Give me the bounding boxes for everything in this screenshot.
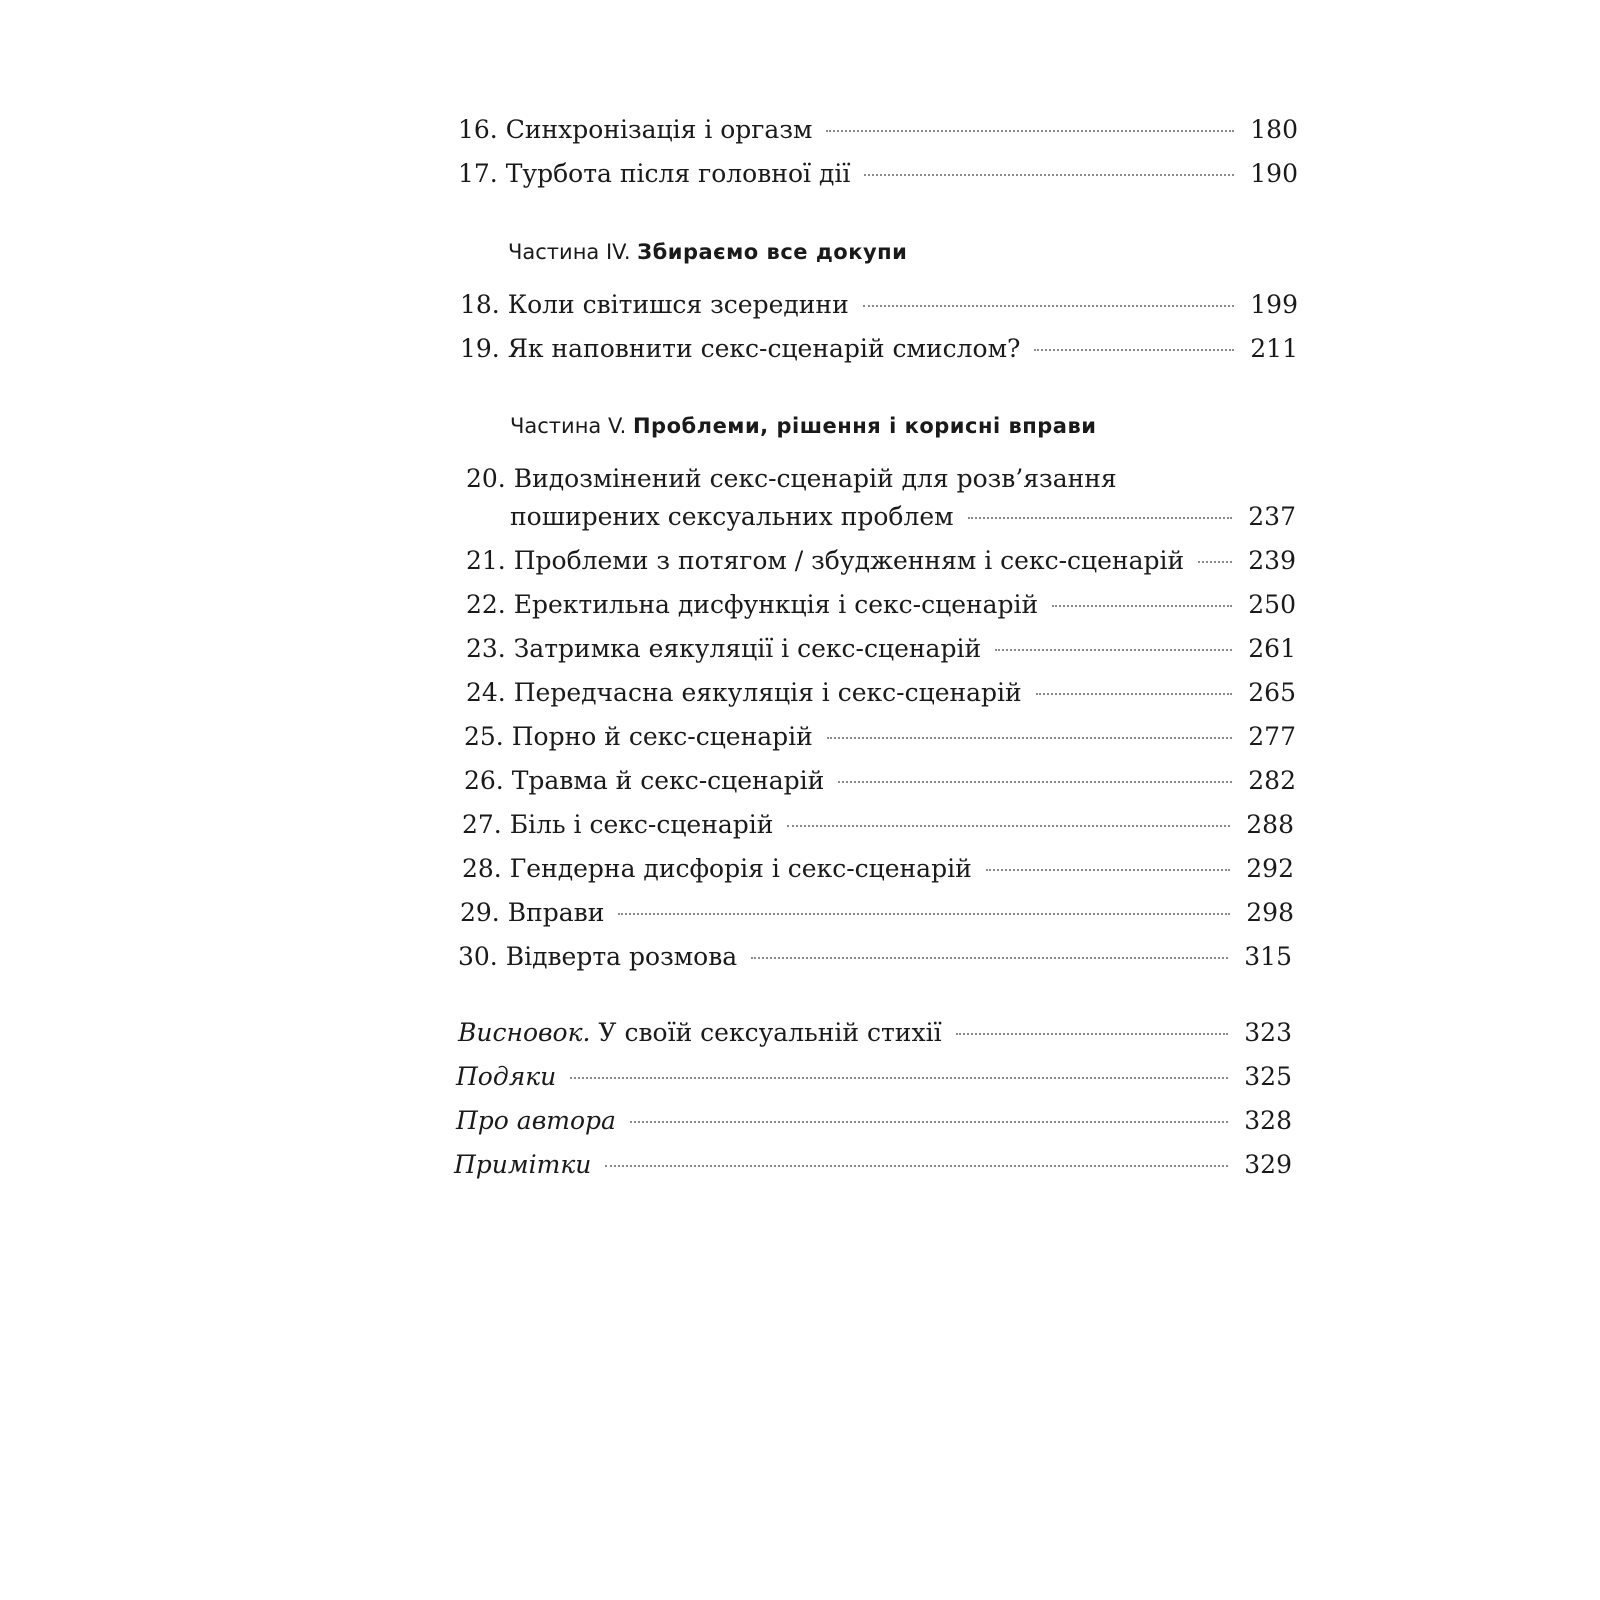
entry-page: 323 [1244, 1018, 1292, 1047]
toc-entry [460, 336, 1298, 361]
entry-number: 20. [466, 464, 506, 493]
entry-number: 25. [464, 722, 504, 751]
part-label: Частина V. [510, 414, 633, 438]
toc-entry [460, 292, 1298, 317]
dot-leader [956, 1032, 1228, 1035]
entry-number: 17. [458, 159, 498, 188]
toc-entry [462, 856, 1294, 881]
entry-page: 190 [1250, 159, 1298, 188]
dot-leader [630, 1120, 1228, 1123]
toc-entry [510, 504, 1296, 529]
entry-page: 325 [1244, 1062, 1292, 1091]
entry-page: 282 [1248, 766, 1296, 795]
dot-leader [1198, 560, 1232, 563]
entry-number: 29. [460, 898, 500, 927]
toc-entry [466, 680, 1296, 705]
toc-entry [466, 592, 1296, 617]
dot-leader [605, 1164, 1228, 1167]
part-heading [508, 242, 907, 263]
entry-title: Порно й секс-сценарій [511, 722, 813, 751]
entry-title: Подяки [456, 1062, 557, 1091]
conclusion-title: У своїй сексуальній стихії [590, 1018, 942, 1047]
entry-title: Про автора [456, 1106, 616, 1135]
dot-leader [986, 868, 1230, 871]
entry-page: 298 [1246, 898, 1294, 927]
entry-number: 30. [458, 942, 498, 971]
entry-page: 315 [1244, 942, 1292, 971]
entry-page: 261 [1248, 634, 1296, 663]
dot-leader [570, 1076, 1228, 1079]
entry-title-line2: поширених сексуальних проблем [510, 502, 954, 531]
dot-leader [1034, 348, 1234, 351]
entry-title: Біль і секс-сценарій [509, 810, 774, 839]
dot-leader [968, 516, 1232, 519]
toc-entry [456, 1064, 1292, 1089]
entry-number: 21. [466, 546, 506, 575]
part-title: Збираємо все докупи [637, 240, 908, 264]
entry-title: Синхронізація і оргазм [505, 115, 813, 144]
part-heading [510, 416, 1096, 437]
part-title: Проблеми, рішення і корисні вправи [632, 414, 1097, 438]
entry-number: 26. [464, 766, 504, 795]
entry-title: Еректильна дисфункція і секс-сценарій [513, 590, 1039, 619]
toc-entry [458, 161, 1298, 186]
entry-number: 19. [460, 334, 500, 363]
dot-leader [751, 956, 1228, 959]
entry-page: 237 [1248, 502, 1296, 531]
dot-leader [1052, 604, 1232, 607]
entry-page: 211 [1250, 334, 1298, 363]
entry-number: 23. [466, 634, 506, 663]
entry-title: Примітки [454, 1150, 592, 1179]
entry-title: Як наповнити секс-сценарій смислом? [507, 334, 1021, 363]
entry-title-line1: Видозмінений секс-сценарій для розв’язання [513, 464, 1117, 493]
entry-page: 277 [1248, 722, 1296, 751]
entry-number: 27. [462, 810, 502, 839]
dot-leader [838, 780, 1232, 783]
toc-entry [458, 1020, 1292, 1045]
dot-leader [618, 912, 1230, 915]
entry-page: 250 [1248, 590, 1296, 619]
dot-leader [995, 648, 1232, 651]
toc-entry [464, 768, 1296, 793]
entry-title: Передчасна еякуляція і секс-сценарій [513, 678, 1022, 707]
entry-title: Затримка еякуляції і секс-сценарій [513, 634, 982, 663]
entry-number: 22. [466, 590, 506, 619]
dot-leader [827, 736, 1232, 739]
part-label: Частина IV. [508, 240, 638, 264]
entry-title: Травма й секс-сценарій [511, 766, 825, 795]
entry-title: Вправи [507, 898, 605, 927]
entry-number: 28. [462, 854, 502, 883]
entry-title: Проблеми з потягом / збудженням і секс-сценарій [513, 546, 1185, 575]
toc-entry [466, 548, 1296, 573]
entry-page: 329 [1244, 1150, 1292, 1179]
conclusion-label: Висновок. [458, 1018, 591, 1047]
entry-title [458, 1020, 942, 1045]
entry-page: 292 [1246, 854, 1294, 883]
toc-entry [466, 636, 1296, 661]
toc-entry [460, 900, 1294, 925]
dot-leader [1036, 692, 1232, 695]
toc-entry-line1 [466, 466, 1117, 491]
entry-page: 328 [1244, 1106, 1292, 1135]
toc-entry [456, 1108, 1292, 1133]
entry-page: 199 [1250, 290, 1298, 319]
entry-title: Гендерна дисфорія і секс-сценарій [509, 854, 972, 883]
entry-page: 180 [1250, 115, 1298, 144]
dot-leader [863, 304, 1234, 307]
entry-page: 265 [1248, 678, 1296, 707]
entry-title: Коли світишся зсередини [507, 290, 849, 319]
toc-entry [454, 1152, 1292, 1177]
toc-entry [462, 812, 1294, 837]
toc-entry [458, 944, 1292, 969]
entry-page: 288 [1246, 810, 1294, 839]
dot-leader [787, 824, 1230, 827]
entry-title: Відверта розмова [505, 942, 738, 971]
entry-number: 16. [458, 115, 498, 144]
toc-entry [458, 117, 1298, 142]
entry-page: 239 [1248, 546, 1296, 575]
dot-leader [826, 129, 1234, 132]
entry-number: 18. [460, 290, 500, 319]
toc-entry [464, 724, 1296, 749]
entry-title: Турбота після головної дії [505, 159, 851, 188]
dot-leader [864, 173, 1234, 176]
entry-number: 24. [466, 678, 506, 707]
